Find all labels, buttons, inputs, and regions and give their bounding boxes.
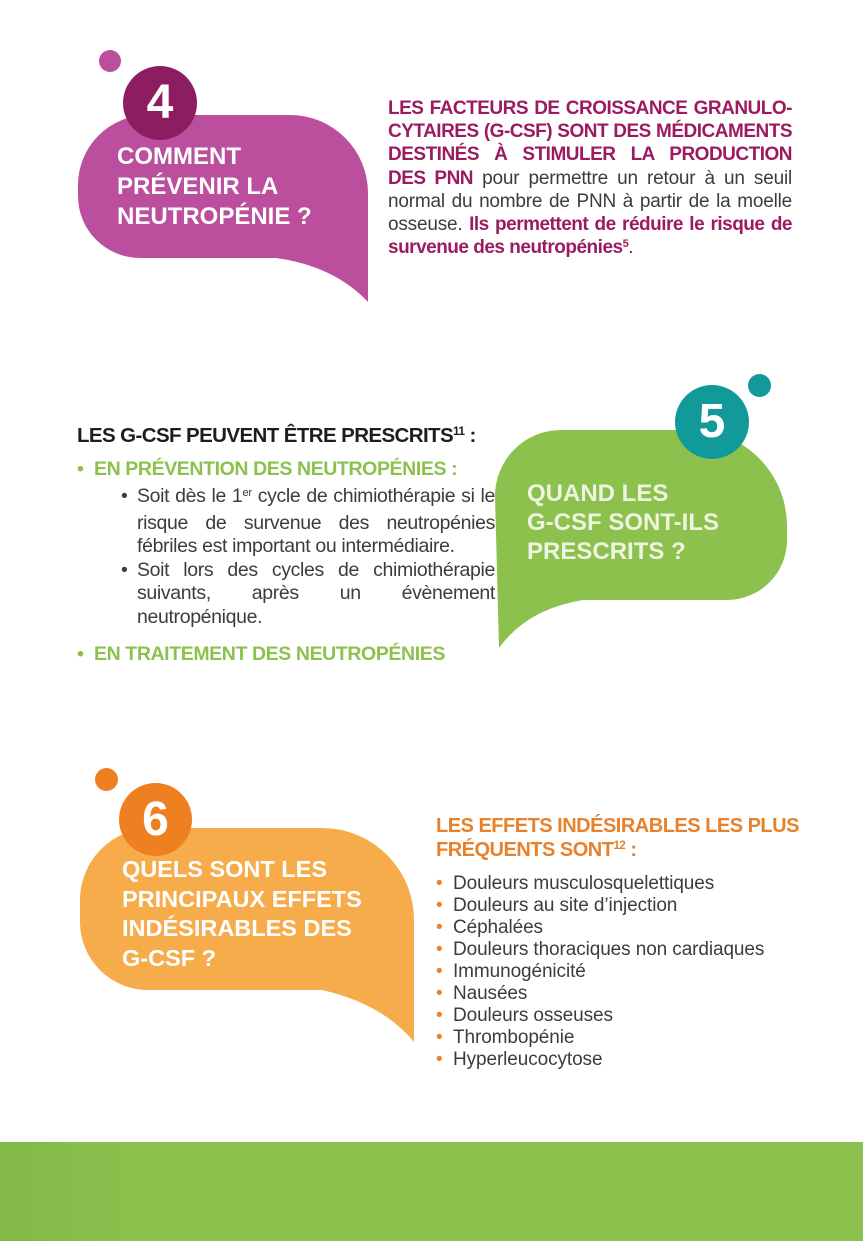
- side-effect-item: • Thrombopénie: [436, 1027, 828, 1049]
- ordinal-sup: er: [242, 486, 252, 499]
- prevention-subitem-2: • Soit lors des cycles de chimiothérapie suivants, après un évènement neutropénique.: [121, 559, 495, 630]
- footnote-ref-12: 12: [613, 839, 626, 853]
- intro-body-regular: pour permettre un retour à un seuil normal du nombre de PNN à partir de la moelle osseuse.: [388, 167, 792, 236]
- prevention-item: [77, 457, 495, 629]
- title-line: G-CSF ?: [122, 944, 216, 971]
- footer-band: [0, 1142, 863, 1241]
- treatment-label: EN TRAITEMENT DES NEUTROPÉNIES: [94, 643, 445, 665]
- side-effect-item: • Douleurs thoraciques non cardiaques: [436, 939, 828, 961]
- side-effects-block: [436, 815, 828, 1071]
- side-effect-item: • Douleurs musculosquelettiques: [436, 873, 828, 895]
- title-line: PRESCRITS ?: [527, 538, 686, 565]
- prescription-list: [77, 457, 495, 666]
- side-effect-item: • Céphalées: [436, 917, 828, 939]
- intro-paragraph: [388, 97, 792, 262]
- title-line: PRÉVENIR LA: [117, 173, 279, 200]
- intro-period: .: [628, 237, 634, 259]
- title-line: QUAND LES: [527, 480, 669, 507]
- section-5-number-badge: [675, 385, 749, 459]
- title-line: INDÉSIRABLES DES: [122, 915, 352, 941]
- section-5-number: 5: [698, 395, 726, 448]
- prevention-sublist: [94, 485, 495, 629]
- footnote-ref-11: 11: [453, 424, 465, 439]
- section-6-number-badge: [119, 783, 192, 856]
- side-effect-item: • Douleurs osseuses: [436, 1005, 828, 1027]
- footnote-ref-5: 5: [622, 238, 629, 251]
- decorative-dot-6: [95, 768, 118, 791]
- intro-lead-bold: LES FACTEURS DE CROISSANCE GRANULO-CYTAIRES (G-CSF) SONT DES MÉDICAMENTS DESTINÉS À STIMULER LA PRODUCTION DES PNN: [388, 98, 792, 189]
- side-effect-item: • Nausées: [436, 983, 828, 1005]
- title-line: G-CSF SONT-ILS: [527, 509, 719, 536]
- section-6-number: 6: [142, 792, 169, 846]
- section-4-number-badge: [123, 66, 197, 140]
- title-line: QUELS SONT LES: [122, 856, 327, 882]
- side-effects-list: [436, 873, 828, 1071]
- section-4-number: 4: [146, 76, 174, 129]
- treatment-item: [77, 642, 495, 666]
- prescription-heading: LES G-CSF PEUVENT ÊTRE PRESCRITS$^{11}$ :: [77, 424, 476, 447]
- section-5-title: [527, 479, 719, 566]
- decorative-dot-5: [748, 374, 771, 397]
- section-6-title: [122, 855, 362, 973]
- prevention-label: EN PRÉVENTION DES NEUTROPÉNIES :: [94, 458, 458, 480]
- title-line: NEUTROPÉNIE ?: [117, 203, 312, 230]
- title-line: COMMENT: [117, 143, 241, 170]
- side-effects-heading: LES EFFETS INDÉSIRABLES LES PLUS FRÉQUENTS SONT$^{12}$ :: [436, 815, 799, 861]
- prescription-block: [77, 424, 495, 666]
- side-effect-item: • Hyperleucocytose: [436, 1049, 828, 1071]
- decorative-dot-4: [99, 50, 121, 72]
- section-4-title: [117, 142, 312, 232]
- prevention-subitem-1: • Soit dès le 1er cycle de chimiothérapie si le risque de survenue des neutropénies fébriles est important ou intermédiaire.: [121, 485, 495, 559]
- title-line: PRINCIPAUX EFFETS: [122, 885, 362, 912]
- side-effect-item: • Douleurs au site d’injection: [436, 895, 828, 917]
- intro-conclusion-bold: Ils permettent de réduire le risque de survenue des neutropénies: [388, 214, 792, 259]
- side-effect-item: • Immunogénicité: [436, 961, 828, 983]
